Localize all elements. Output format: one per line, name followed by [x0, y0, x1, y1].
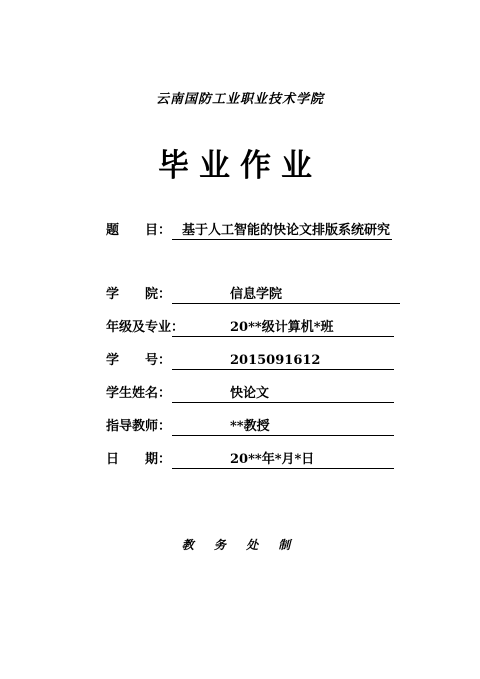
student-name-value: 快论文 [230, 386, 270, 401]
document-title: 毕业作业 [158, 148, 322, 184]
college-value: 信息学院 [230, 287, 283, 302]
college-underline [172, 303, 400, 304]
date-underline [172, 468, 394, 469]
student-id-label: 学 号： [106, 353, 172, 368]
topic-underline [172, 239, 392, 240]
topic-row [106, 222, 406, 240]
grade-major-label: 年级及专业： [106, 320, 185, 335]
date-label: 日 期： [106, 452, 172, 467]
grade-major-row [106, 319, 406, 337]
advisor-value: **教授 [230, 419, 270, 434]
topic-label: 题 目： [106, 223, 172, 238]
advisor-label: 指导教师： [106, 419, 172, 434]
issuing-office: 教 务 处 制 [181, 538, 299, 552]
date-row [106, 451, 406, 469]
student-name-row [106, 385, 406, 403]
grade-major-value: 20**级计算机*班 [230, 320, 334, 335]
student-name-label: 学生姓名： [106, 386, 172, 401]
date-value: 20**年*月*日 [230, 452, 315, 467]
topic-value: 基于人工智能的快论文排版系统研究 [182, 223, 391, 238]
grade-major-underline [172, 336, 394, 337]
college-label: 学 院： [106, 287, 172, 302]
advisor-row [106, 418, 406, 436]
advisor-underline [172, 435, 394, 436]
student-name-underline [172, 402, 394, 403]
college-row [106, 286, 406, 304]
school-name: 云南国防工业职业技术学院 [155, 92, 324, 107]
student-id-row [106, 352, 406, 370]
student-id-value: 2015091612 [230, 353, 321, 368]
student-id-underline [172, 369, 394, 370]
